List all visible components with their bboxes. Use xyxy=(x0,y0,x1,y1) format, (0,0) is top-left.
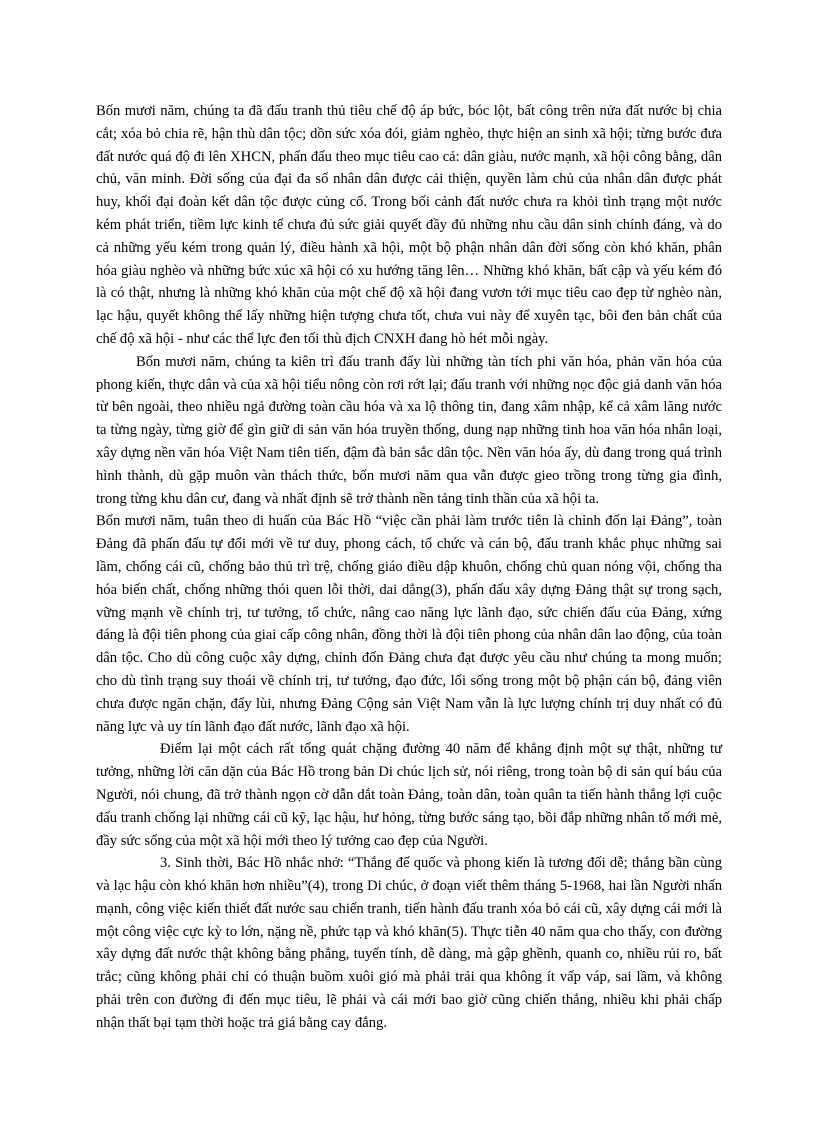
paragraph-1: Bốn mươi năm, chúng ta đã đấu tranh thủ tiêu chế độ áp bức, bóc lột, bất công trên nửa đất nước bị chia cắt; xóa bỏ chia rẽ, hận thù dân tộc; dồn sức xóa đói, giảm nghèo, thực hiện an sinh xã hội; từng bước đưa đất nước quá độ đi lên XHCN, phấn đấu theo mục tiêu cao cả: dân giàu, nước mạnh, xã hội công bằng, dân chủ, văn minh. Đời sống của đại đa số nhân dân được cải thiện, quyền làm chủ của nhân dân được phát huy, khối đại đoàn kết dân tộc được củng cố. Trong bối cảnh đất nước chưa ra khỏi tình trạng một nước kém phát triển, tiềm lực kinh tế chưa đủ sức giải quyết đầy đủ những nhu cầu dân sinh chính đáng, và do cả những yếu kém trong quản lý, điều hành xã hội, một bộ phận nhân dân đời sống còn khó khăn, phân hóa giàu nghèo và những bức xúc xã hội có xu hướng tăng lên… Những khó khăn, bất cập và yếu kém đó là có thật, nhưng là những khó khăn của một chế độ xã hội đang vươn tới mục tiêu cao đẹp từ nghèo nàn, lạc hậu, quyết không thể lấy những hiện tượng chưa tốt, chưa vui này để xuyên tạc, bôi đen bản chất của chế độ xã hội - như các thế lực đen tối thù địch CNXH đang hò hét mỗi ngày. xyxy=(96,103,722,347)
paragraph-3: Bốn mươi năm, tuân theo di huấn của Bác Hồ “việc cần phải làm trước tiên là chỉnh đốn lại Đảng”, toàn Đảng đã phấn đấu tự đổi mới về tư duy, phong cách, tổ chức và cán bộ, đấu tranh khắc phục những sai lầm, chống cái cũ, chống bảo thủ trì trệ, chống giáo điều dập khuôn, chống chủ quan nóng vội, chống tha hóa biến chất, chống những thói quen lỗi thời, dai dẳng(3), phấn đấu xây dựng Đảng thật sự trong sạch, vững mạnh về chính trị, tư tưởng, tổ chức, nâng cao năng lực lãnh đạo, sức chiến đấu của Đảng, xứng đáng là đội tiên phong của giai cấp công nhân, đồng thời là đội tiên phong của nhân dân lao động, của toàn dân tộc. Cho dù công cuộc xây dựng, chỉnh đốn Đảng chưa đạt được yêu cầu như chúng ta mong muốn; cho dù tình trạng suy thoái về chính trị, tư tưởng, đạo đức, lối sống trong một bộ phận cán bộ, đảng viên chưa được ngăn chặn, đẩy lùi, nhưng Đảng Cộng sản Việt Nam vẫn là lực lượng chính trị duy nhất có đủ năng lực và uy tín lãnh đạo đất nước, lãnh đạo xã hội. xyxy=(96,513,722,735)
paragraph-4: Điểm lại một cách rất tổng quát chặng đường 40 năm để khẳng định một sự thật, những tư tưởng, những lời căn dặn của Bác Hồ trong bản Di chúc lịch sử, nói riêng, trong toàn bộ di sản quí báu của Người, nói chung, đã trở thành ngọn cờ dẫn dắt toàn Đảng, toàn dân, toàn quân ta tiến hành thắng lợi cuộc đấu tranh chống lại những cái cũ kỹ, lạc hậu, hư hỏng, từng bước sáng tạo, bồi đắp những nhân tố mới mẻ, đầy sức sống của một xã hội mới theo lý tưởng cao đẹp của Người. xyxy=(96,741,722,849)
paragraph-5: 3. Sinh thời, Bác Hồ nhắc nhở: “Thắng đế quốc và phong kiến là tương đối dễ; thắng bần cùng và lạc hậu còn khó khăn hơn nhiều”(4), trong Di chúc, ở đoạn viết thêm tháng 5-1968, hai lần Người nhấn mạnh, công việc kiến thiết đất nước sau chiến tranh, tiến hành đấu tranh xóa bỏ cái cũ, xây dựng cái mới là một công việc cực kỳ to lớn, nặng nề, phức tạp và khó khăn(5). Thực tiễn 40 năm qua cho thấy, con đường xây dựng đất nước thật không bằng phẳng, tuyến tính, dễ dàng, mà gập ghềnh, quanh co, nhiều rủi ro, bất trắc; cũng không phải chỉ có thuận buồm xuôi gió mà phải trải qua không ít vấp váp, sai lầm, và không phải trên con đường đi đến mục tiêu, lẽ phải và cái mới bao giờ cũng chiến thắng, nhiều khi phải chấp nhận thất bại tạm thời hoặc trả giá bằng cay đắng. xyxy=(96,855,722,1031)
paragraph-2: Bốn mươi năm, chúng ta kiên trì đấu tranh đẩy lùi những tàn tích phi văn hóa, phản văn hóa của phong kiến, thực dân và của xã hội tiểu nông còn rơi rớt lại; đấu tranh với những nọc độc giả danh văn hóa từ bên ngoài, theo nhiều ngả đường toàn cầu hóa và xa lộ thông tin, đang xâm nhập, kể cả xâm lăng nước ta từng ngày, từng giờ để gìn giữ di sản văn hóa truyền thống, dung nạp những tinh hoa văn hóa nhân loại, xây dựng nền văn hóa Việt Nam tiên tiến, đậm đà bản sắc dân tộc. Nền văn hóa ấy, dù đang trong quá trình hình thành, dù gặp muôn vàn thách thức, bốn mươi năm qua vẫn được gieo trồng trong từng gia đình, trong từng khu dân cư, đang và nhất định sẽ trở thành nền tảng tinh thần của xã hội ta. xyxy=(96,353,722,507)
document-page xyxy=(96,100,722,1035)
